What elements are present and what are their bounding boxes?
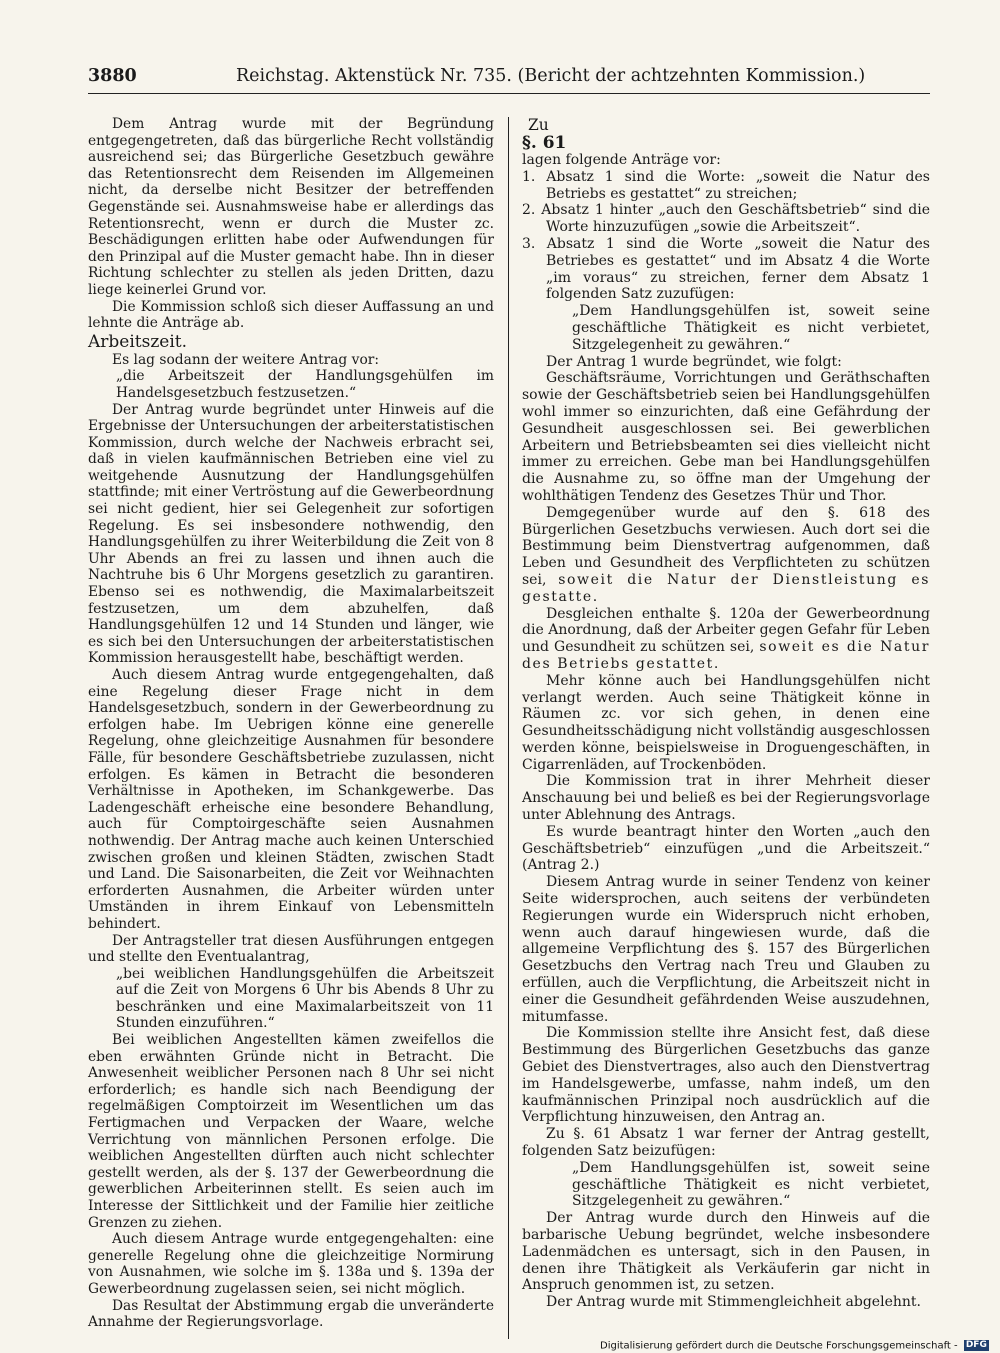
running-title: Reichstag. Aktenstück Nr. 735. (Bericht der achtzehnten Kommission.) (236, 66, 866, 86)
section-number: §. 61 (522, 133, 567, 153)
paragraph: Geschäftsräume, Vorrichtungen und Geräthschaften sowie der Geschäftsbetrieb seien bei Handlungsgehülfen wohl immer so einzurichten, daß eine Gefährdung der Gesundheit ausgeschlossen sei. Bei gewerblichen Arbeitern und Betriebsbeamten sei dies vielleicht nicht immer zu erreichen. Gebe man bei Handlungsgehülfen die Ausnahme zu, so öffne man der Umgehung der wohlthätigen Tendenz des Gesetzes Thür und Thor. (522, 370, 930, 504)
paragraph (522, 606, 930, 673)
section-prefix: Zu (528, 116, 549, 134)
paragraph: Die Kommission stellte ihre Ansicht fest, daß diese Bestimmung des Bürgerlichen Gesetzbuchs das ganze Gebiet des Dienstvertrages, also auch den Dienstvertrag im Handelsgewerbe, umfasse, nahm indeß, um den kaufmännischen Prinzipal noch ausdrücklich auf die Verpflichtung hinzuweisen, den Antrag an. (522, 1025, 930, 1126)
paragraph: Mehr könne auch bei Handlungsgehülfen nicht verlangt werden. Auch seine Thätigkeit könne in Räumen zc. vor sich gehen, in denen eine Gesundheitsschädigung nicht vollständig ausgeschlossen werden könne, beispielsweise in Droguengeschäften, in Cigarrenläden, auf Trockenböden. (522, 672, 930, 773)
paragraph: Diesem Antrag wurde in seiner Tendenz von keiner Seite widersprochen, auch seitens der verbündeten Regierungen wurde ein Widerspruch nicht erhoben, wenn auch darauf hingewiesen wurde, daß die allgemeine Verpflichtung des §. 157 des Bürgerlichen Gesetzbuchs den Vertrag nach Treu und Glauben zu erfüllen, auch die Verpflichtung, die Arbeitszeit nicht in einer die Gesundheit gefährdenden Weise auszudehnen, mitumfasse. (522, 874, 930, 1025)
paragraph: Bei weiblichen Angestellten kämen zweifellos die eben erwähnten Gründe nicht in Betracht. Die Anwesenheit weiblicher Personen nach 8 Uhr sei nicht erforderlich; es handle sich nach Beendigung der regelmäßigen Comptoirzeit im Wesentlichen um das Fertigmachen und Verpacken der Waare, welche Verrichtung von männlichen Personen erfolge. Die weiblichen Angestellten dürften auch nicht schlechter gestellt werden, als der §. 137 der Gewerbeordnung die gewerblichen Arbeiterinnen stellt. Es seien auch im Interesse der Sittlichkeit und der Familie hier zeitliche Grenzen zu ziehen. (88, 1032, 494, 1231)
page-header (88, 66, 930, 90)
paragraph: Der Antrag wurde begründet unter Hinweis auf die Ergebnisse der Untersuchungen der arbeiterstatistischen Kommission, durch welche der Nachweis erbracht sei, daß in vielen kaufmännischen Betrieben eine viel zu weitgehende Ausnutzung der Handlungsgehülfen stattfinde; mit einer Vertröstung auf die Gewerbeordnung sei nicht gedient, hier sei Gelegenheit zur sofortigen Regelung. Es sei insbesondere nothwendig, den Handlungsgehülfen zu ihrer Weiterbildung die Zeit von 8 Uhr Abends an frei zu lassen und ihnen auch die Nachtruhe bis 6 Uhr Morgens gesetzlich zu garantiren. Ebenso sei es nothwendig, die Maximalarbeitszeit festzusetzen, um dem abzuhelfen, daß Handlungsgehülfen 12 und 14 Stunden und länger, wie es sich bei den Untersuchungen der arbeiterstatistischen Kommission herausgestellt habe, beschäftigt werden. (88, 401, 494, 667)
paragraph: Der Antragsteller trat diesen Ausführungen entgegen und stellte den Eventualantrag, (88, 932, 494, 966)
paragraph: Der Antrag wurde mit Stimmengleichheit abgelehnt. (546, 1294, 921, 1311)
credit-text: Digitalisierung gefördert durch die Deutsche Forschungsgemeinschaft - (600, 1340, 958, 1352)
paragraph: Der Antrag wurde durch den Hinweis auf die barbarische Uebung begründet, welche insbesondere Ladenmädchen es untersagt, sich in den Pausen, in denen ihre Thätigkeit als Verkäuferin gar nicht in Anspruch genommen ist, zu setzen. (522, 1210, 930, 1294)
quoted-motion: „Dem Handlungsgehülfen ist, soweit seine geschäftliche Thätigkeit es nicht verbietet, Sitzgelegenheit zu gewähren.“ (572, 303, 930, 353)
quoted-motion: „Dem Handlungsgehülfen ist, soweit seine geschäftliche Thätigkeit es nicht verbietet, Sitzgelegenheit zu gewähren.“ (572, 1159, 930, 1210)
text-run: Desgleichen enthalte §. 120a der Gewerbeordnung die Anordnung, daß der Arbeiter gegen Gefahr für Leben und Gesundheit zu schützen sei, (522, 605, 930, 656)
list-item: 2. Absatz 1 hinter „auch den Geschäftsbetrieb“ sind die Worte hinzuzufügen „sowie die Arbeitszeit“. (522, 202, 930, 236)
list-item: 1. Absatz 1 sind die Worte: „soweit die Natur des Betriebs es gestattet“ zu streichen; (522, 168, 930, 202)
header-rule (88, 93, 930, 94)
paragraph: Die Kommission trat in ihrer Mehrheit dieser Anschauung bei und beließ es bei der Regierungsvorlage unter Ablehnung des Antrags. (522, 773, 930, 824)
dfg-logo: DFG (965, 1340, 987, 1350)
paragraph: Zu §. 61 Absatz 1 war ferner der Antrag gestellt, folgenden Satz beizufügen: (522, 1126, 930, 1160)
digitization-credit (600, 1340, 992, 1353)
section-heading: Arbeitszeit. (88, 331, 188, 352)
text-run: Demgegenüber wurde auf den §. 618 des Bürgerlichen Gesetzbuchs verwiesen. Auch dort sei die Bestimmung beim Dienstvertrag aufgenommen, daß Leben und Gesundheit des Verpflichteten zu schützen sei, (522, 504, 930, 588)
column-divider (508, 117, 509, 1339)
paragraph (522, 505, 930, 606)
quoted-motion: „bei weiblichen Handlungsgehülfen die Arbeitszeit auf die Zeit von Morgens 6 Uhr bis Abends 8 Uhr zu beschränken und eine Maximalarbeitszeit von 11 Stunden einzuführen.“ (116, 965, 494, 1032)
left-column (88, 116, 494, 1331)
quoted-motion: „die Arbeitszeit der Handlungsgehülfen im Handelsgesetzbuch festzusetzen.“ (116, 368, 494, 401)
list-item: 3. Absatz 1 sind die Worte „soweit die Natur des Betriebes es gestattet“ und im Absatz 4 die Worte „im voraus“ zu streichen, ferner dem Absatz 1 folgenden Satz zuzufügen: (522, 235, 930, 303)
right-column (522, 116, 930, 1311)
paragraph: Die Kommission schloß sich dieser Auffassung an und lehnte die Anträge ab. (88, 298, 494, 332)
paragraph: Dem Antrag wurde mit der Begründung entgegengetreten, daß das bürgerliche Recht vollständig ausreichend sei; das Bürgerliche Gesetzbuch gewähre das Retentionsrecht dem Reisenden im Allgemeinen nicht, da derselbe nicht Besitzer der betreffenden Gegenstände sei. Ausnahmsweise habe er allerdings das Retentionsrecht, wenn er durch die Muster zc. Beschädigungen erlitten habe oder Aufwendungen für den Prinzipal auf die Muster gemacht habe. Ihn in dieser Richtung schlechter zu stellen als jeden Dritten, dazu liege keinerlei Grund vor. (88, 116, 494, 298)
paragraph: lagen folgende Anträge vor: (522, 152, 721, 168)
emphasis-text: soweit es die Natur des Betriebs gestattet. (522, 639, 930, 672)
page-number: 3880 (88, 66, 137, 86)
paragraph: Das Resultat der Abstimmung ergab die unveränderte Annahme der Regierungsvorlage. (88, 1297, 494, 1331)
paragraph: Es lag sodann der weitere Antrag vor: (112, 351, 379, 368)
paragraph: Der Antrag 1 wurde begründet, wie folgt: (546, 353, 842, 370)
paragraph: Auch diesem Antrage wurde entgegengehalten: eine generelle Regelung ohne die gleichzeitige Normirung von Ausnahmen, wie solche im §. 138a und §. 139a der Gewerbeordnung zugelassen seien, sei nicht möglich. (88, 1231, 494, 1297)
paragraph: Auch diesem Antrag wurde entgegengehalten, daß eine Regelung dieser Frage nicht in dem Handelsgesetzbuch, sondern in der Gewerbeordnung zu erfolgen habe. Im Uebrigen könne eine generelle Regelung, ohne gleichzeitige Ausnahmen für besondere Fälle, für besondere Geschäftsbetriebe zuzulassen, nicht erfolgen. Es kämen in Betracht die besonderen Verhältnisse in Apotheken, im Schankgewerbe. Das Ladengeschäft erheische eine besondere Behandlung, auch für Comptoirgeschäfte seien Ausnahmen nothwendig. Der Antrag mache auch keinen Unterschied zwischen großen und kleinen Städten, zwischen Stadt und Land. Die Saisonarbeiten, die Zeit vor Weihnachten erforderten Ausnahmen, die Arbeiter würden unter Umständen in ihrem Einkauf von Lebensmitteln behindert. (88, 667, 494, 932)
paragraph: Es wurde beantragt hinter den Worten „auch den Geschäftsbetrieb“ einzufügen „und die Arbeitszeit.“ (Antrag 2.) (522, 823, 930, 874)
emphasis-text: soweit die Natur der Dienstleistung es gestatte. (522, 571, 930, 605)
